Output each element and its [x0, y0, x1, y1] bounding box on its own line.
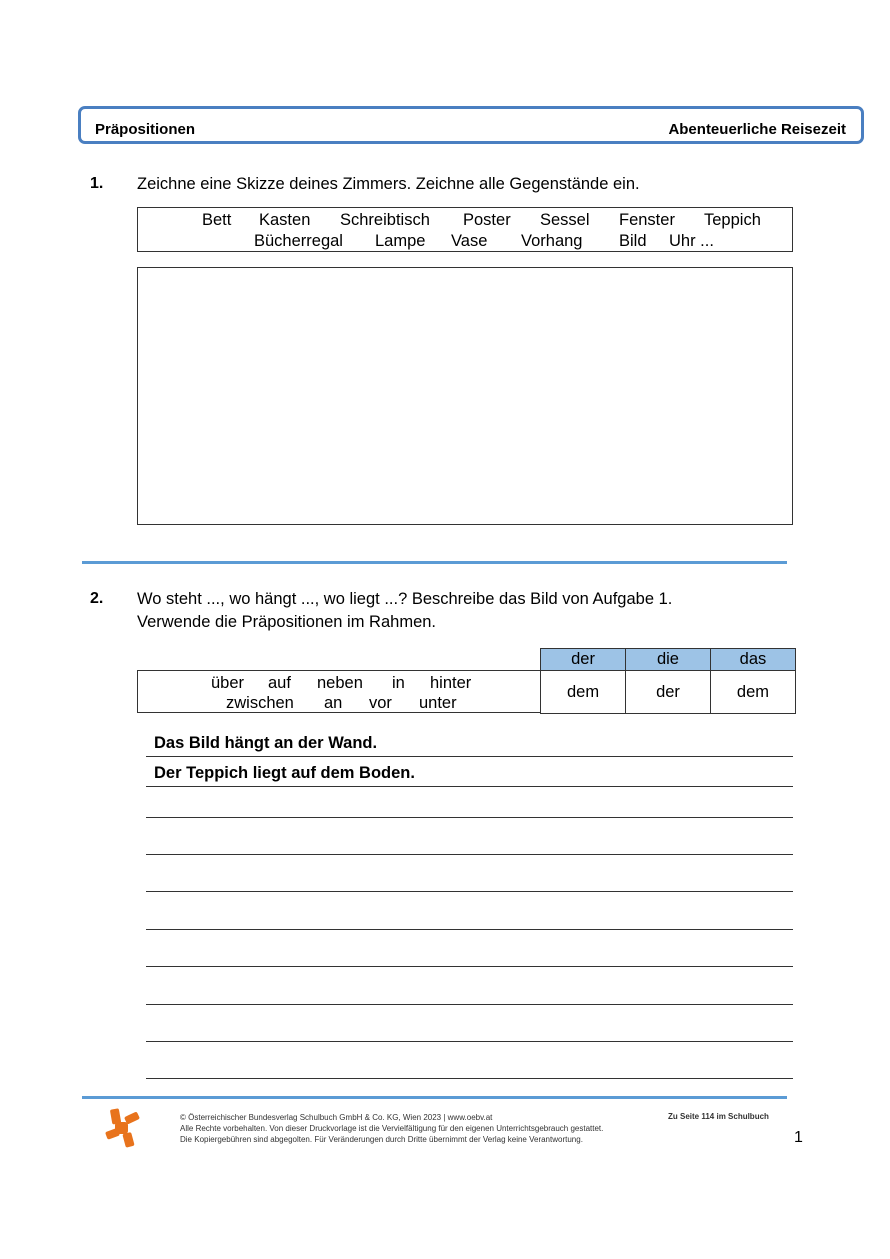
- task-2-instruction-line2: Verwende die Präpositionen im Rahmen.: [137, 613, 437, 631]
- preposition: auf: [268, 674, 291, 692]
- preposition: in: [392, 674, 405, 692]
- writing-line[interactable]: [146, 817, 793, 818]
- preposition: an: [324, 694, 343, 712]
- example-sentence: Der Teppich liegt auf dem Boden.: [154, 764, 415, 782]
- word: Sessel: [540, 211, 590, 229]
- writing-line: [146, 756, 793, 757]
- word: Bett: [202, 211, 232, 229]
- writing-line[interactable]: [146, 966, 793, 967]
- textbook-reference: Zu Seite 114 im Schulbuch: [668, 1112, 769, 1121]
- article-dative-fem: der: [626, 671, 711, 714]
- article-dative-neut: dem: [710, 671, 795, 714]
- writing-line: [146, 786, 793, 787]
- header-topic: Präpositionen: [95, 121, 196, 138]
- preposition: vor: [369, 694, 392, 712]
- article-header-die: die: [626, 649, 711, 671]
- word: Uhr ...: [669, 232, 714, 250]
- writing-line[interactable]: [146, 854, 793, 855]
- word-box: [137, 207, 793, 252]
- writing-line[interactable]: [146, 1041, 793, 1042]
- task-2-number: 2.: [90, 590, 104, 607]
- example-sentence: Das Bild hängt an der Wand.: [154, 734, 378, 752]
- writing-line[interactable]: [146, 1004, 793, 1005]
- article-header-der: der: [541, 649, 626, 671]
- word: Poster: [463, 211, 511, 229]
- preposition: neben: [317, 674, 363, 692]
- writing-line[interactable]: [146, 1078, 793, 1079]
- header-unit-title: Abenteuerliche Reisezeit: [668, 121, 846, 138]
- article-dative-masc: dem: [541, 671, 626, 714]
- preposition: über: [211, 674, 245, 692]
- word: Fenster: [619, 211, 675, 229]
- writing-line[interactable]: [146, 891, 793, 892]
- preposition: zwischen: [226, 694, 294, 712]
- word: Bücherregal: [254, 232, 343, 250]
- publisher-logo-icon: [104, 1108, 142, 1148]
- word: Schreibtisch: [340, 211, 430, 229]
- footer-line: Die Kopiergebühren sind abgegolten. Für Veränderungen durch Dritte übernimmt der Verlag keine Verantwortung.: [180, 1135, 583, 1144]
- footer-line: © Österreichischer Bundesverlag Schulbuch GmbH & Co. KG, Wien 2023 | www.oebv.at: [180, 1113, 493, 1122]
- preposition: hinter: [430, 674, 472, 692]
- word: Teppich: [704, 211, 761, 229]
- sketch-area[interactable]: [137, 267, 793, 525]
- word: Lampe: [375, 232, 426, 250]
- article-table: [540, 648, 796, 714]
- footer-divider: [82, 1096, 787, 1099]
- word: Kasten: [259, 211, 311, 229]
- task-1-number: 1.: [90, 175, 104, 192]
- writing-line[interactable]: [146, 929, 793, 930]
- word: Bild: [619, 232, 647, 250]
- word: Vorhang: [521, 232, 583, 250]
- footer-line: Alle Rechte vorbehalten. Von dieser Druckvorlage ist die Vervielfältigung für den eigenen Unterrichtsgebrauch gestattet.: [180, 1124, 604, 1133]
- task-2-instruction-line1: Wo steht ..., wo hängt ..., wo liegt ...? Beschreibe das Bild von Aufgabe 1.: [137, 590, 673, 608]
- section-divider: [82, 561, 787, 564]
- article-header-das: das: [710, 649, 795, 671]
- preposition-box: [137, 670, 541, 713]
- footer-copyright: [180, 1112, 603, 1145]
- task-1-instruction: Zeichne eine Skizze deines Zimmers. Zeichne alle Gegenstände ein.: [137, 175, 640, 193]
- page-number: 1: [794, 1129, 803, 1146]
- word: Vase: [451, 232, 488, 250]
- preposition: unter: [419, 694, 457, 712]
